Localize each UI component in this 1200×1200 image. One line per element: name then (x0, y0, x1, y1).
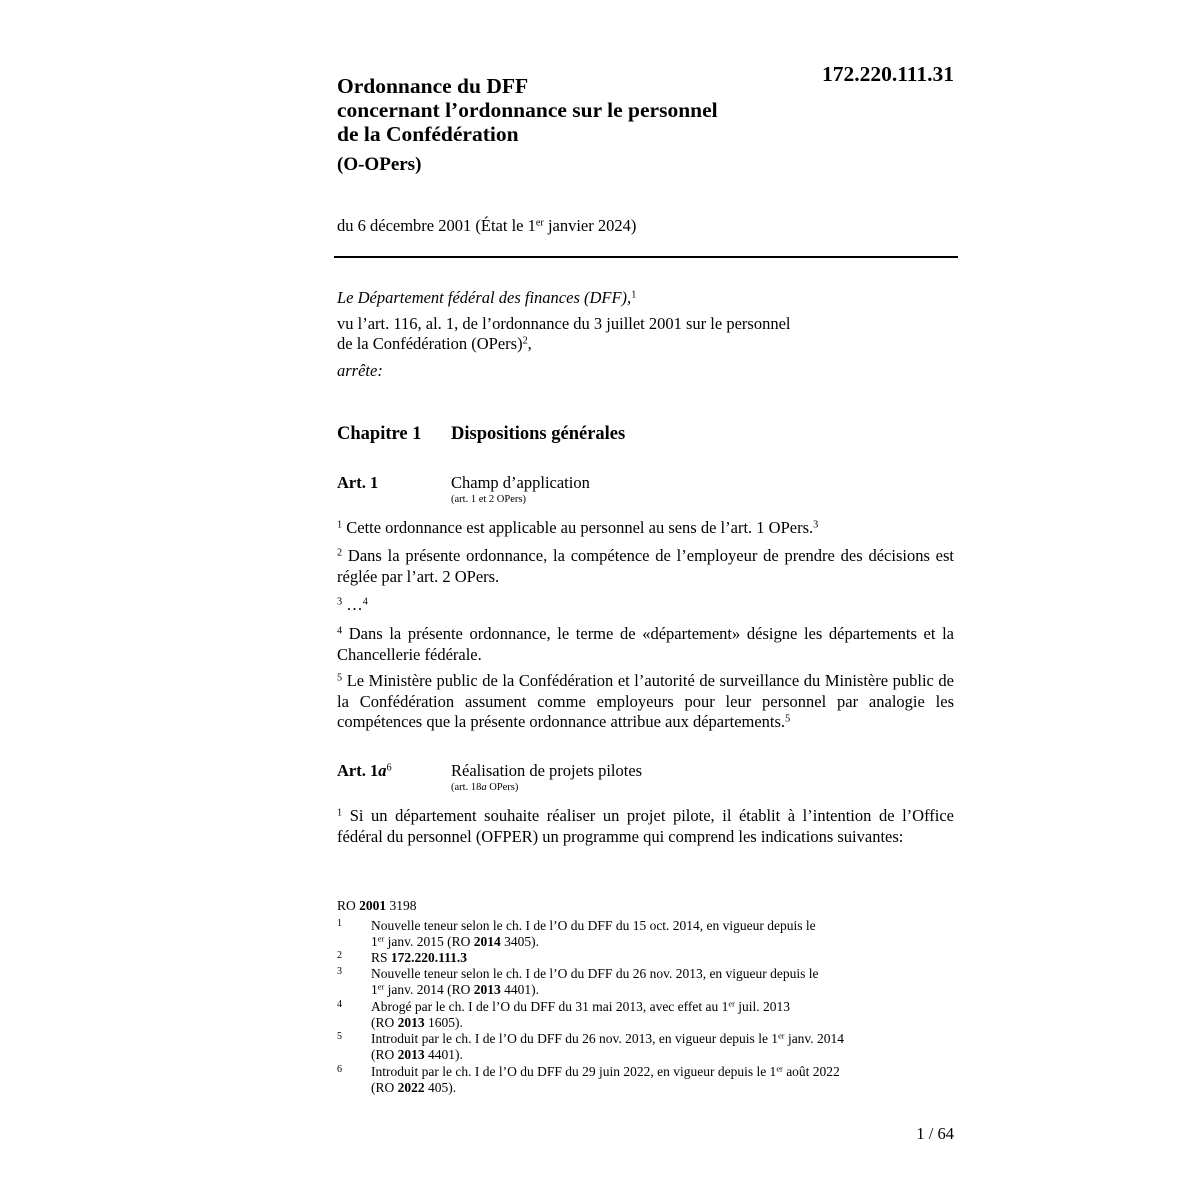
footnote-ref[interactable]: 1 (631, 289, 637, 301)
title-line: concernant l’ordonnance sur le personnel (337, 98, 718, 122)
chapter-number: Chapitre 1 (337, 424, 422, 444)
paragraph: $^4$ Dans la présente ordonnance, le terme de «département» désigne les départements et la Chancellerie fédérale. (337, 624, 954, 664)
paragraph: $^1$ Cette ordonnance est applicable au personnel au sens de l’art. 1 OPers.$^3$ (337, 518, 819, 537)
ro-reference: RO 2001 3198 (337, 898, 417, 913)
title-line: Ordonnance du DFF (337, 74, 529, 98)
paragraph: $^2$ Dans la présente ordonnance, la compétence de l’employeur de prendre des décisions est réglée par l’art. 2 OPers. (337, 546, 955, 586)
page-number: 1 / 64 (916, 1124, 954, 1143)
footnote-ref[interactable]: 2 (522, 335, 528, 347)
chapter-heading (337, 424, 625, 445)
footnotes: RO 2001 3198 1 Nouvelle teneur selon le ch. I de l’O du DFF du 15 oct. 2014, en vigueur depuis le 1er janv. 2015 (RO 2014 3405). 2 RS 172.220.111.3 3 Nouvelle teneur selon le ch. I de l’O du DFF du 26 nov. 2013, en vigueur depuis le 1er janv. 2014 (RO 2013 4401). 4 Abrogé par le ch. I de l’O du DFF du 31 mai 2013, avec effet au 1er juil. 2013 (RO 2013 1605). 5 Introduit par le ch. I de l’O du DFF du 26 nov. 2013, en vigueur depuis le 1er janv. 2014 (RO 2013 4401). 6 Introduit par le ch. I de l’O du DFF du 29 juin 2022, en vigueur depuis le 1er août 2022 (RO 2022 405). (337, 898, 845, 1095)
article-reference: (art. 18a OPers) (451, 782, 519, 793)
footnote-ref[interactable]: 3 (813, 519, 819, 531)
paragraph: $^3$ …$^4$ (337, 595, 368, 614)
paragraph: $^5$ Le Ministère public de la Confédération et l’autorité de surveillance du Ministère public de la Confédération assument comme employeurs pour leur personnel par analogie les compétences que la présente ordonnance attribue aux départements.$^5$ (337, 671, 955, 731)
article-number: Art. 1 (337, 473, 379, 492)
chapter-title: Dispositions générales (451, 424, 626, 444)
article-title: Champ d’application (451, 473, 590, 492)
document-title (337, 74, 718, 146)
footnote-ref[interactable]: 6 (386, 762, 392, 774)
title-line: de la Confédération (337, 122, 519, 146)
article-reference: (art. 1 et 2 OPers) (451, 494, 526, 505)
sr-number: 172.220.111.31 (821, 62, 954, 86)
preamble-authority: Le Département fédéral des finances (DFF),$^1$ (337, 288, 637, 307)
article-title: Réalisation de projets pilotes (451, 761, 643, 780)
article-heading (337, 761, 954, 801)
footnote-ref[interactable]: 4 (362, 596, 368, 608)
abbreviation: (O-OPers) (337, 154, 422, 175)
preamble-considering: vu l’art. 116, al. 1, de l’ordonnance du 3 juillet 2001 sur le personnel de la Confédération (OPers)$^2$, (337, 314, 791, 353)
preamble-decrees: arrête: (337, 361, 383, 380)
article-heading (337, 473, 954, 513)
header-divider (334, 256, 958, 258)
footnote-ref[interactable]: 5 (785, 713, 791, 725)
article-number: Art. $1a^6$ (337, 761, 392, 780)
document-date: du 6 décembre 2001 (État le 1er janvier 2024) (337, 216, 637, 235)
paragraph: $^1$ Si un département souhaite réaliser un projet pilote, il établit à l’intention de l’Office fédéral du personnel (OFPER) un programme qui comprend les indications suivantes: (337, 806, 955, 846)
